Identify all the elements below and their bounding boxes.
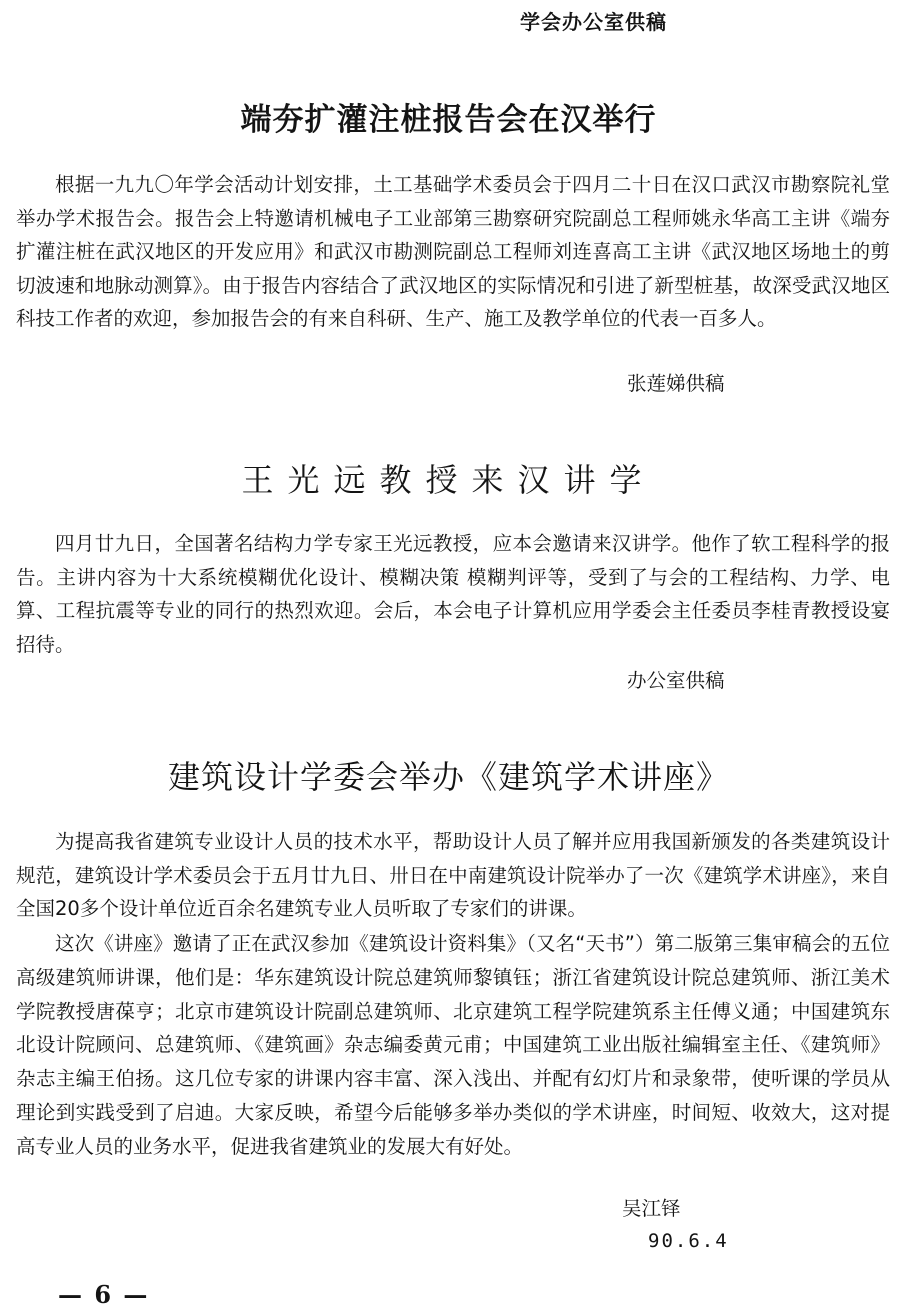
page-number: — 6 — <box>58 1280 150 1309</box>
article-3-title: 建筑设计学委会举办《建筑学术讲座》 <box>167 758 729 796</box>
article-3-credit: 吴江铎 <box>622 1197 681 1220</box>
article-1-paragraph: 根据一九九〇年学会活动计划安排，土工基础学术委员会于四月二十日在汉口武汉市勘察院礼堂举办学术报告会。报告会上特邀请机械电子工业部第三勘察研究院副总工程师姚永华高工主讲《端夯扩灌注桩在武汉地区的开发应用》和武汉市勘测院副总工程师刘连喜高工主讲《武汉地区场地土的剪切波速和地脉动测算》。由于报告内容结合了武汉地区的实际情况和引进了新型桩基，故深受武汉地区科技工作者的欢迎，参加报告会的有来自科研、生产、施工及教学单位的代表一百多人。 <box>16 173 890 331</box>
header-credit: 学会办公室供稿 <box>520 10 667 34</box>
article-3-paragraph-2: 这次《讲座》邀请了正在武汉参加《建筑设计资料集》（又名“天书”）第二版第三集审稿会的五位高级建筑师讲课，他们是：华东建筑设计院总建筑师黎镇钰；浙江省建筑设计院总建筑师、浙江美术学院教授唐葆亨；北京市建筑设计院副总建筑师、北京建筑工程学院建筑系主任傅义通；中国建筑东北设计院顾问、总建筑师、《建筑画》杂志编委黄元甫；中国建筑工业出版社编辑室主任、《建筑师》杂志主编王伯扬。这几位专家的讲课内容丰富、深入浅出、并配有幻灯片和录象带，使听课的学员从理论到实践受到了启迪。大家反映，希望今后能够多举办类似的学术讲座，时间短、收效大，这对提高专业人员的业务水平，促进我省建筑业的发展大有好处。 <box>16 932 890 1158</box>
article-3-date: 90.6.4 <box>648 1230 729 1252</box>
article-1-credit: 张莲娣供稿 <box>627 372 725 395</box>
article-2-paragraph: 四月廿九日，全国著名结构力学专家王光远教授，应本会邀请来汉讲学。他作了软工程科学的报告。主讲内容为十大系统模糊优化设计、模糊决策 模糊判评等，受到了与会的工程结构、力学、电算、工程抗震等专业的同行的热烈欢迎。会后，本会电子计算机应用学委会主任委员李桂青教授设宴招待。 <box>16 532 890 656</box>
article-1-title: 端夯扩灌注桩报告会在汉举行 <box>240 102 657 138</box>
article-3-paragraph-1: 为提高我省建筑专业设计人员的技术水平，帮助设计人员了解并应用我国新颁发的各类建筑设计规范，建筑设计学术委员会于五月廿九日、卅日在中南建筑设计院举办了一次《建筑学术讲座》，来自全国20多个设计单位近百余名建筑专业人员听取了专家们的讲课。 <box>16 830 890 921</box>
article-2-credit: 办公室供稿 <box>627 669 725 692</box>
article-2-title: 王光远教授来汉讲学 <box>241 461 656 499</box>
